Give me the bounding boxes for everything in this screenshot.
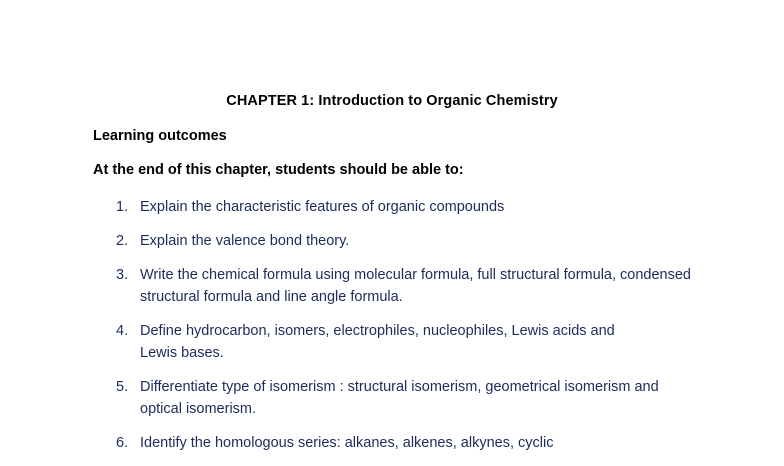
- outcome-item-3: [93, 264, 691, 308]
- outcome-number: 4.: [116, 323, 129, 339]
- outcome-text: Explain the characteristic features of organic compounds: [140, 199, 505, 215]
- outcome-number: 1.: [116, 199, 129, 215]
- outcome-text: Differentiate type of isomerism : structural isomerism, geometrical isomerism and optical isomerism.: [140, 379, 659, 417]
- outcomes-list: [93, 196, 691, 466]
- outcome-text: Identify the homologous series: alkanes, alkenes, alkynes, cyclic: [140, 435, 554, 451]
- outcomes-intro-heading: At the end of this chapter, students should be able to:: [93, 162, 464, 178]
- chapter-title: CHAPTER 1: Introduction to Organic Chemistry: [226, 93, 558, 109]
- outcome-item-5: [93, 376, 691, 420]
- outcome-number: 6.: [116, 435, 129, 451]
- outcome-item-6: [93, 432, 691, 454]
- outcome-text: Define hydrocarbon, isomers, electrophiles, nucleophiles, Lewis acids and Lewis bases.: [140, 323, 615, 361]
- outcome-number: 3.: [116, 267, 129, 283]
- outcome-number: 5.: [116, 379, 129, 395]
- outcome-item-4: [93, 320, 691, 364]
- outcome-item-1: [93, 196, 691, 218]
- outcome-text: Explain the valence bond theory.: [140, 233, 350, 249]
- learning-outcomes-heading: Learning outcomes: [93, 128, 227, 144]
- outcome-number: 2.: [116, 233, 129, 249]
- outcome-item-2: [93, 230, 691, 252]
- outcome-text: Write the chemical formula using molecular formula, full structural formula, condensed structural formula and line angle formula.: [140, 267, 691, 305]
